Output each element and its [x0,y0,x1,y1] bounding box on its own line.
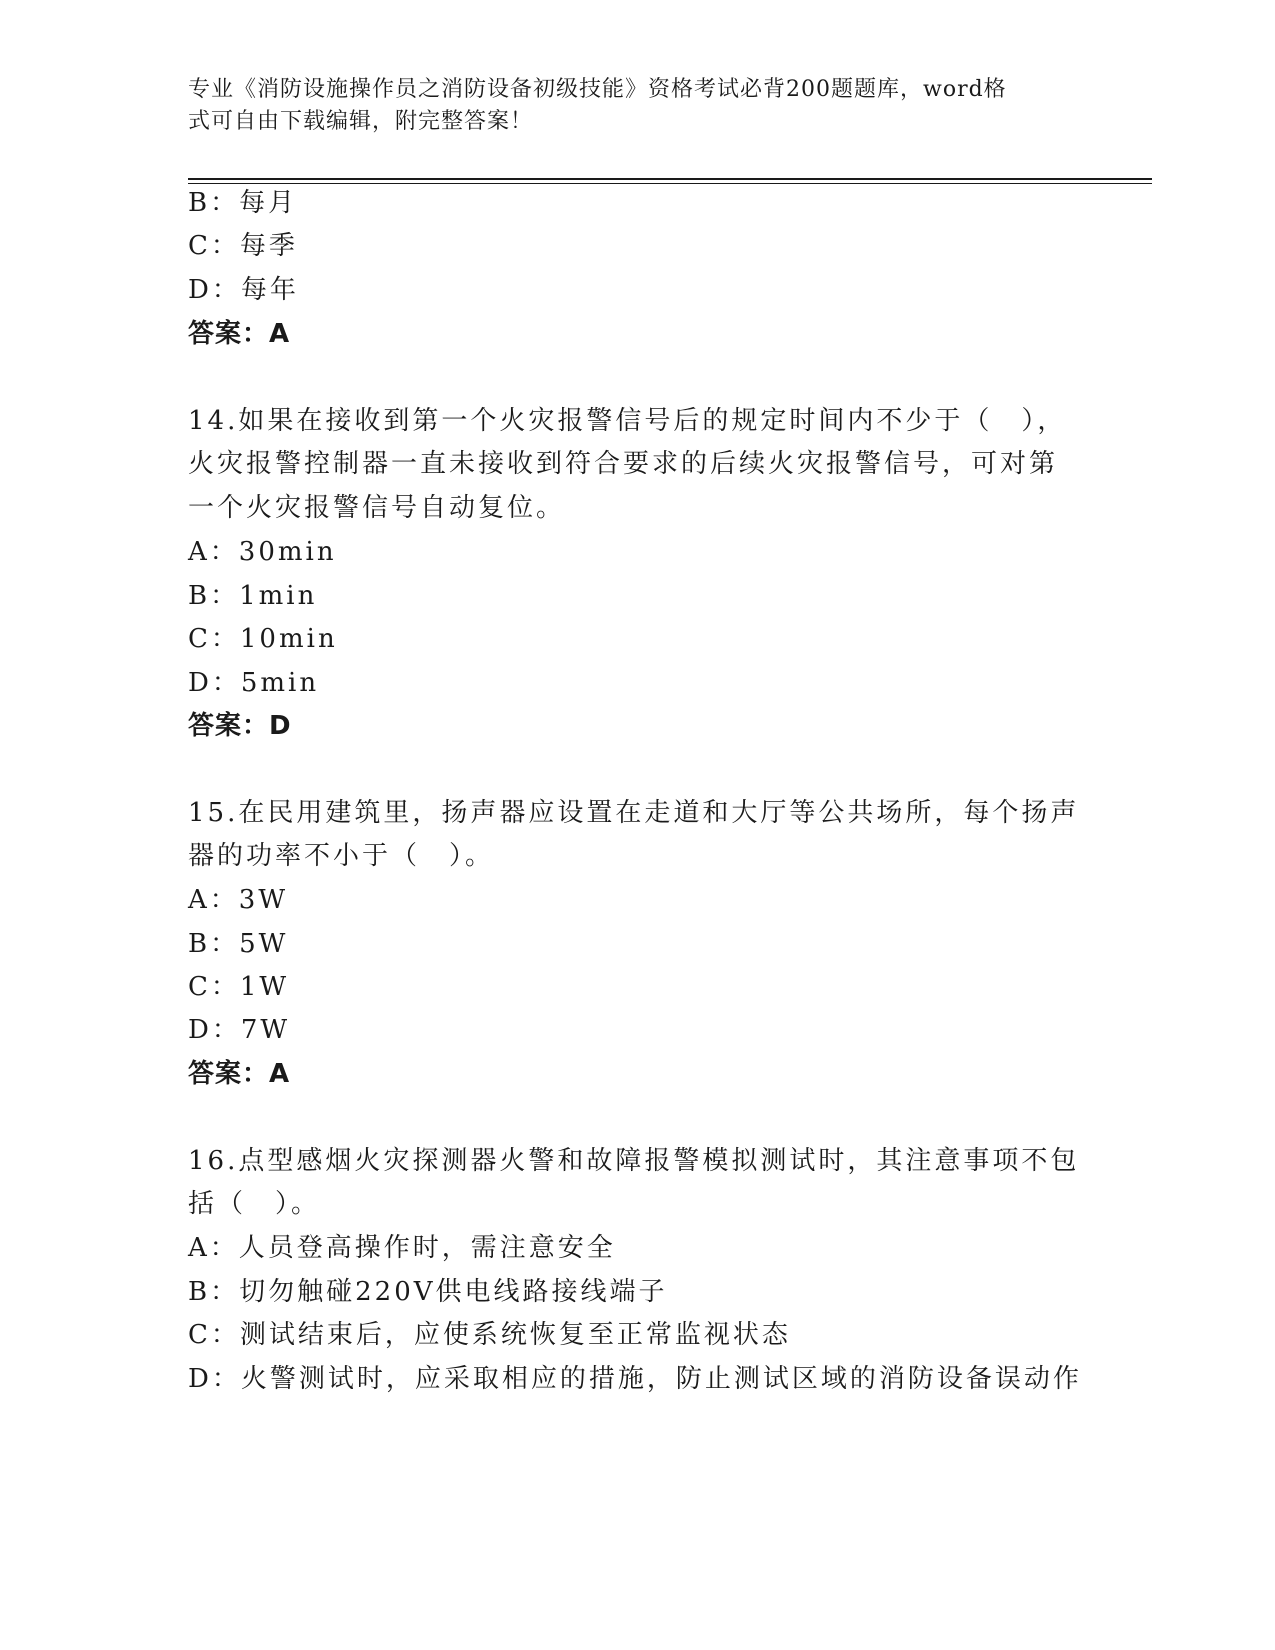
q14-stem-line-2: 火灾报警控制器一直未接收到符合要求的后续火灾报警信号，可对第 [188,449,1059,479]
q14-option-d: D：5min [188,668,320,698]
q16-stem-line-1: 16.点型感烟火灾探测器火警和故障报警模拟测试时，其注意事项不包 [188,1146,1080,1176]
q14-option-b: B：1min [188,581,318,611]
q14-stem-line-3: 一个火灾报警信号自动复位。 [188,493,566,523]
q13-option-d: D：每年 [188,275,299,305]
q15-option-a: A：3W [188,885,289,915]
q14-option-c: C：10min [188,624,338,654]
q15-answer: 答案：A [188,1059,291,1089]
q13-option-b: B：每月 [188,188,298,218]
document-header [188,74,1068,138]
header-line-2: 式可自由下载编辑，附完整答案！ [188,109,534,134]
q16-option-c: C：测试结束后，应使系统恢复至正常监视状态 [188,1320,791,1350]
q16-option-a: A：人员登高操作时，需注意安全 [188,1233,616,1263]
q16-stem-line-2: 括（ ）。 [188,1189,321,1219]
header-rule-thin [188,183,1152,184]
q14-option-a: A：30min [188,537,337,567]
q15-option-b: B：5W [188,929,289,959]
q15-stem-line-1: 15.在民用建筑里，扬声器应设置在走道和大厅等公共场所，每个扬声 [188,798,1080,828]
header-line-1: 专业《消防设施操作员之消防设备初级技能》资格考试必背200题题库，word格 [188,77,1007,102]
header-rule-thick [188,178,1152,180]
q14-answer: 答案：D [188,711,292,741]
q16-option-b: B：切勿触碰220V供电线路接线端子 [188,1277,668,1307]
q13-answer: 答案：A [188,319,291,349]
q15-stem-line-2: 器的功率不小于（ ）。 [188,841,495,871]
q16-option-d: D：火警测试时，应采取相应的措施，防止测试区域的消防设备误动作 [188,1364,1082,1394]
q15-option-c: C：1W [188,972,290,1002]
q13-option-c: C：每季 [188,231,298,261]
q15-option-d: D：7W [188,1015,291,1045]
q14-stem-line-1: 14.如果在接收到第一个火灾报警信号后的规定时间内不少于（ ）， [188,406,1067,436]
